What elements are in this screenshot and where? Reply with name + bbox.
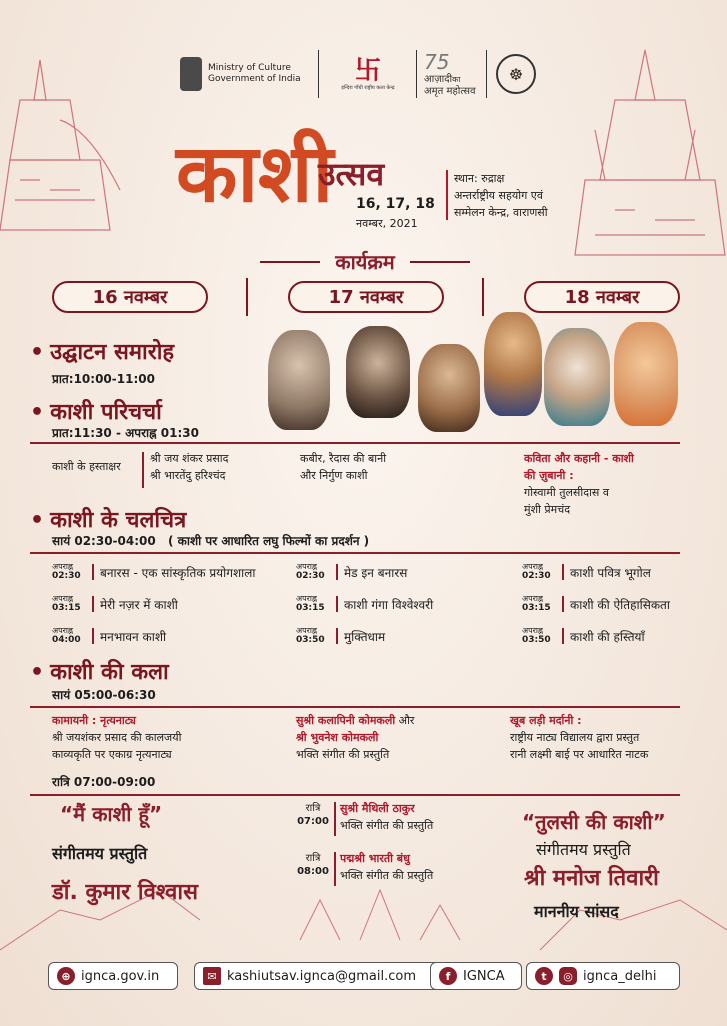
film-time-prefix: अपराह्न [296, 594, 317, 603]
bullet: • [30, 340, 45, 365]
footer [48, 962, 680, 992]
utsav-title: उत्सव [318, 155, 385, 193]
envelope-icon: ✉ [203, 967, 221, 985]
film-title: काशी की हस्तियाँ [570, 630, 645, 644]
kala-col3-line2: रानी लक्ष्मी बाई पर आधारित नाटक [510, 748, 649, 761]
film-time [296, 562, 336, 581]
facebook-text: IGNCA [463, 968, 505, 984]
azadi-line2: अमृत महोत्सव [424, 86, 476, 97]
film-time [52, 562, 92, 581]
film-time [52, 594, 92, 613]
right-quote: “तुलसी की काशी” [522, 810, 666, 834]
day-pill-18: 18 नवम्बर [524, 281, 680, 313]
paricharcha-col3-text [524, 450, 634, 518]
paricharcha-heading-text: काशी परिचर्चा [50, 400, 162, 425]
left-sub: संगीतमय प्रस्तुति [52, 844, 148, 863]
film-time [522, 594, 562, 613]
paricharcha-col1-line1: श्री जय शंकर प्रसाद [150, 452, 229, 465]
kala-col3-text [510, 712, 648, 763]
azadi-75: 75 [424, 50, 450, 74]
mid2-time-value: 08:00 [297, 866, 329, 877]
film-time-value: 03:15 [522, 603, 551, 613]
state-emblem-icon: ☸ [496, 54, 536, 94]
kala-col2-text [296, 712, 414, 763]
portrait-premchand [418, 344, 480, 432]
globe-icon: ⊕ [57, 967, 75, 985]
website-link[interactable] [48, 962, 178, 990]
azadi-logo [424, 44, 476, 104]
film-item [522, 562, 722, 582]
film-time-prefix: अपराह्न [522, 626, 543, 635]
portrait-jaishankar-prasad [268, 330, 330, 430]
portrait-kabir [544, 328, 610, 426]
mid2-time [296, 852, 330, 878]
column-bar [92, 564, 94, 580]
website-text: ignca.gov.in [81, 968, 160, 984]
portrait-bharatendu [346, 326, 410, 418]
left-performer: डॉ. कुमार विश्वास [52, 880, 198, 905]
ministry-line1: Ministry of Culture [208, 63, 291, 73]
logo-divider [318, 50, 319, 98]
up-emblem-logo [496, 44, 536, 104]
mid2-line: भक्ति संगीत की प्रस्तुति [340, 869, 434, 882]
paricharcha-col2-line2: और निर्गुण काशी [300, 469, 368, 482]
chalchitra-heading [30, 504, 186, 534]
film-title: काशी गंगा विश्वेश्वरी [344, 598, 434, 612]
film-time-value: 02:30 [522, 571, 551, 581]
mid1-pre: रात्रि [305, 803, 321, 814]
separator-line [30, 794, 680, 796]
film-time-value: 03:50 [522, 635, 551, 645]
paricharcha-col2-line1: कबीर, रैदास की बानी [300, 452, 387, 465]
right-performer-title: माननीय सांसद [534, 902, 619, 921]
logo-divider [486, 50, 487, 98]
kala-col2-head2: श्री भुवनेश कोमकली [296, 731, 379, 744]
azadi-line1-wrap [424, 74, 460, 86]
venue [454, 170, 548, 221]
film-time [52, 626, 92, 645]
film-item [296, 562, 496, 582]
header-logos [180, 44, 550, 104]
film-time-value: 03:50 [296, 635, 325, 645]
paricharcha-col3-line2: की ज़ुबानी : [524, 469, 574, 482]
film-item [522, 594, 722, 614]
column-bar [336, 628, 338, 644]
film-title: मुक्तिधाम [344, 630, 386, 644]
kala-col1-head: कामायनी : नृत्यनाट्य [52, 714, 136, 727]
film-item [296, 626, 496, 646]
film-item [52, 562, 256, 582]
day-divider [246, 278, 248, 316]
paricharcha-col3-line1: कविता और कहानी - काशी [524, 452, 634, 465]
azadi-line1: आज़ादी [424, 74, 453, 85]
column-bar [336, 564, 338, 580]
portrait-raidas [484, 312, 542, 416]
social-link[interactable] [526, 962, 680, 990]
kala-time: सायं 05:00-06:30 [52, 688, 156, 702]
kala-heading-text: काशी की कला [50, 660, 169, 685]
festival-dates: 16, 17, 18 [356, 196, 435, 212]
film-time-value: 03:15 [52, 603, 81, 613]
separator-line [30, 706, 680, 708]
udghatan-time: प्रात:10:00-11:00 [52, 372, 155, 386]
column-bar [92, 628, 94, 644]
chalchitra-heading-text: काशी के चलचित्र [50, 508, 187, 533]
film-time-value: 02:30 [52, 571, 81, 581]
film-title: काशी पवित्र भूगोल [570, 566, 651, 580]
column-bar [562, 596, 564, 612]
chalchitra-note: ( काशी पर आधारित लघु फिल्मों का प्रदर्शन ) [168, 534, 370, 548]
day-pill-16: 16 नवम्बर [52, 281, 208, 313]
column-bar [334, 802, 336, 836]
udghatan-heading-text: उद्घाटन समारोह [50, 340, 175, 365]
film-time-prefix: अपराह्न [52, 562, 73, 571]
kala-col3-head: खूब लड़ी मर्दानी : [510, 714, 582, 727]
azadi-ka: का [452, 75, 461, 84]
kala-col2-and: और [398, 714, 415, 727]
column-bar [336, 596, 338, 612]
ignca-logo [328, 44, 408, 104]
venue-line1: स्थान: रुद्राक्ष [454, 172, 505, 185]
kala-col2-head1: सुश्री कलापिनी कोमकली [296, 714, 396, 727]
kashi-title: काशी [176, 126, 334, 220]
film-time-prefix: अपराह्न [296, 626, 317, 635]
temple-sketch-left [0, 40, 130, 240]
film-item [52, 594, 252, 614]
ignca-caption: इन्दिरा गाँधी राष्ट्रीय कला केन्द्र [341, 85, 395, 91]
mid2-name: पद्मश्री भारती बंधु [340, 852, 410, 865]
film-title: मेरी नज़र में काशी [100, 598, 178, 612]
separator-line [30, 552, 680, 554]
kala-col2-line: भक्ति संगीत की प्रस्तुति [296, 748, 390, 761]
mid1-name: सुश्री मैथिली ठाकुर [340, 802, 415, 815]
karyakram-banner [200, 250, 530, 272]
instagram-icon: ◎ [559, 967, 577, 985]
left-quote: “मैं काशी हूँ” [60, 802, 163, 826]
paricharcha-col1-text [150, 450, 228, 484]
paricharcha-col1-line2: श्री भारतेंदु हरिश्चंद [150, 469, 226, 482]
portraits [268, 312, 678, 432]
film-item [52, 626, 252, 646]
film-time-prefix: अपराह्न [522, 562, 543, 571]
right-performer: श्री मनोज तिवारी [524, 866, 659, 891]
day-divider [482, 278, 484, 316]
email-link[interactable] [194, 962, 456, 990]
venue-line3: सम्मेलन केन्द्र, वाराणसी [454, 206, 548, 219]
film-time [296, 594, 336, 613]
mid1-time [296, 802, 330, 828]
venue-line2: अन्तर्राष्ट्रीय सहयोग एवं [454, 189, 543, 202]
separator-line [30, 442, 680, 444]
film-time-prefix: अपराह्न [52, 594, 73, 603]
kala-col1-text [52, 712, 181, 763]
film-title: काशी की ऐतिहासिकता [570, 598, 670, 612]
logo-divider [416, 50, 417, 98]
film-time [296, 626, 336, 645]
film-time-prefix: अपराह्न [296, 562, 317, 571]
mid2-text [340, 850, 433, 884]
festival-month-year: नवम्बर, 2021 [356, 217, 418, 230]
film-item [522, 626, 722, 646]
chalchitra-time: सायं 02:30-04:00 [52, 534, 156, 548]
paricharcha-col1-label: काशी के हस्ताक्षर [52, 460, 121, 473]
film-title: मनभावन काशी [100, 630, 167, 644]
mid1-text [340, 800, 433, 834]
paricharcha-col3-line3: गोस्वामी तुलसीदास व [524, 486, 609, 499]
twitter-icon: t [535, 967, 553, 985]
kala-col1-line2: काव्यकृति पर एकाग्र नृत्यनाट्य [52, 748, 172, 761]
right-sub: संगीतमय प्रस्तुति [536, 840, 631, 859]
temple-sketch-right [555, 40, 727, 260]
facebook-icon: f [439, 967, 457, 985]
email-text: kashiutsav.ignca@gmail.com [227, 968, 417, 984]
film-time-prefix: अपराह्न [522, 594, 543, 603]
night-time: रात्रि 07:00-09:00 [52, 775, 156, 789]
ignca-swastika-icon: 卐 [354, 56, 381, 86]
film-time-value: 02:30 [296, 571, 325, 581]
karyakram-heading: कार्यक्रम [335, 250, 395, 274]
kala-col2-head1-wrap [296, 712, 414, 729]
social-text: ignca_delhi [583, 968, 657, 984]
column-bar [562, 564, 564, 580]
mid1-time-value: 07:00 [297, 816, 329, 827]
mid1-line: भक्ति संगीत की प्रस्तुति [340, 819, 434, 832]
film-time-value: 03:15 [296, 603, 325, 613]
bullet: • [30, 400, 45, 425]
film-time-prefix: अपराह्न [52, 626, 73, 635]
udghatan-heading [30, 336, 174, 366]
bullet: • [30, 660, 45, 685]
film-time [522, 562, 562, 581]
paricharcha-time: प्रात:11:30 - अपराह्न 01:30 [52, 426, 199, 440]
film-item [296, 594, 496, 614]
paricharcha-col3-line4: मुंशी प्रेमचंद [524, 503, 571, 516]
mid2-pre: रात्रि [305, 853, 321, 864]
film-title: बनारस - एक सांस्कृतिक प्रयोगशाला [100, 566, 256, 580]
kala-heading [30, 656, 169, 686]
kala-col1-line1: श्री जयशंकर प्रसाद की कालजयी [52, 731, 182, 744]
ministry-line2: Government of India [208, 74, 301, 84]
day-pill-17: 17 नवम्बर [288, 281, 444, 313]
column-bar [92, 596, 94, 612]
facebook-link[interactable] [430, 962, 522, 990]
paricharcha-col2-text [300, 450, 386, 484]
column-bar [334, 852, 336, 886]
ministry-logo [180, 44, 301, 104]
portrait-tulsidas [614, 322, 678, 426]
column-bar [562, 628, 564, 644]
national-emblem-icon [180, 57, 202, 91]
film-time [522, 626, 562, 645]
column-bar [142, 452, 144, 488]
ministry-text [208, 63, 301, 85]
film-time-value: 04:00 [52, 635, 81, 645]
film-title: मेड इन बनारस [344, 566, 408, 580]
venue-bar [446, 170, 448, 220]
kala-col3-line1: राष्ट्रीय नाट्य विद्यालय द्वारा प्रस्तुत [510, 731, 640, 744]
bullet: • [30, 508, 45, 533]
paricharcha-heading [30, 396, 162, 426]
